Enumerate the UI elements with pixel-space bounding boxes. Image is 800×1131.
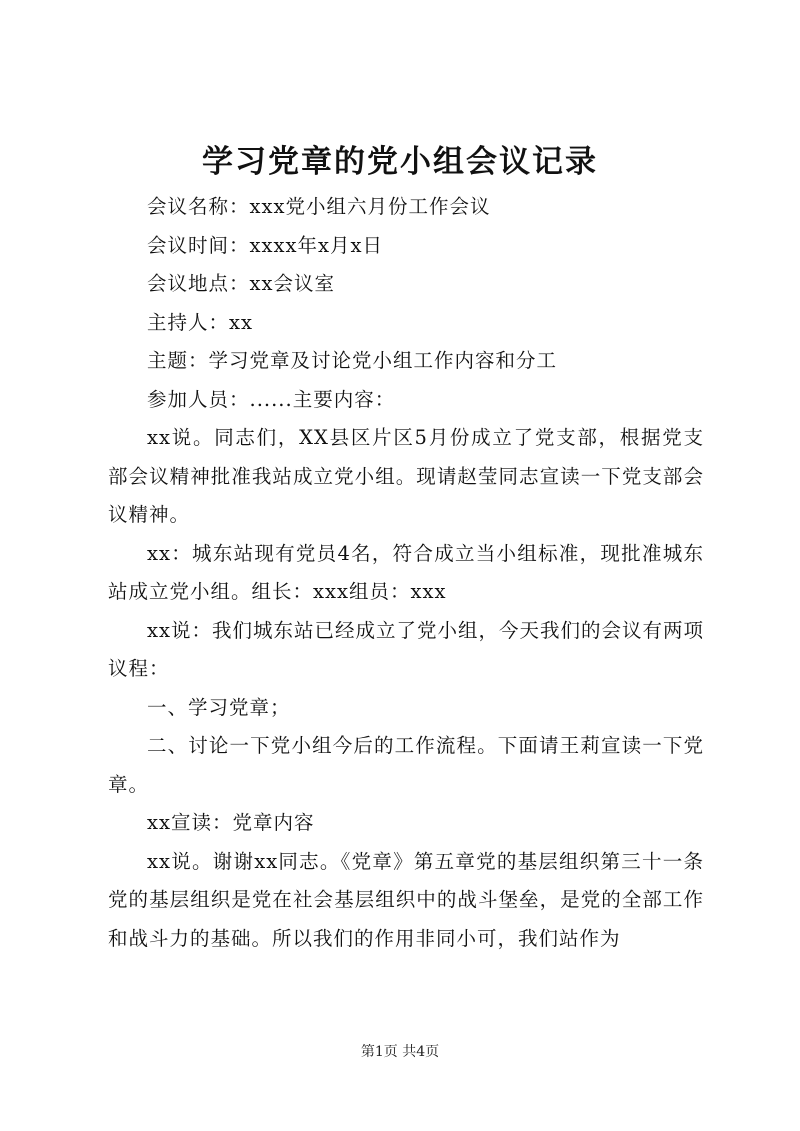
body-paragraph: 二、讨论一下党小组今后的工作流程。下面请王莉宣读一下党章。	[108, 734, 704, 796]
meeting-time-line: 会议时间：xxxx年x月x日	[147, 233, 383, 257]
body-paragraph: xx宣读：党章内容	[147, 811, 315, 834]
topic-line: 主题：学习党章及讨论党小组工作内容和分工	[147, 349, 558, 372]
meeting-name-line: 会议名称：xxx党小组六月份工作会议	[147, 195, 491, 218]
body-paragraph: xx说。同志们，XX县区片区5月份成立了党支部，根据党支部会议精神批准我站成立党小组。现请赵莹同志宣读一下党支部会议精神。	[108, 426, 704, 526]
page-number-footer: 第1页 共4页	[360, 1044, 440, 1060]
document-body	[108, 188, 704, 958]
body-paragraph: 一、学习党章；	[147, 695, 291, 719]
attendees-line: 参加人员：......主要内容：	[147, 387, 396, 411]
body-paragraph: xx说。谢谢xx同志。《党章》第五章党的基层组织第三十一条党的基层组织是党在社会基层组织中的战斗堡垒，是党的全部工作和战斗力的基础。所以我们的作用非同小可，我们站作为	[108, 849, 704, 950]
body-paragraph: xx说：我们城东站已经成立了党小组，今天我们的会议有两项议程：	[108, 618, 704, 680]
meeting-location-line: 会议地点：xx会议室	[147, 272, 335, 295]
document-title: 学习党章的党小组会议记录	[202, 144, 598, 180]
host-line: 主持人：xx	[147, 310, 253, 334]
body-paragraph: xx：城东站现有党员4名，符合成立当小组标准，现批准城东站成立党小组。组长：xxx组员：xxx	[108, 541, 704, 603]
